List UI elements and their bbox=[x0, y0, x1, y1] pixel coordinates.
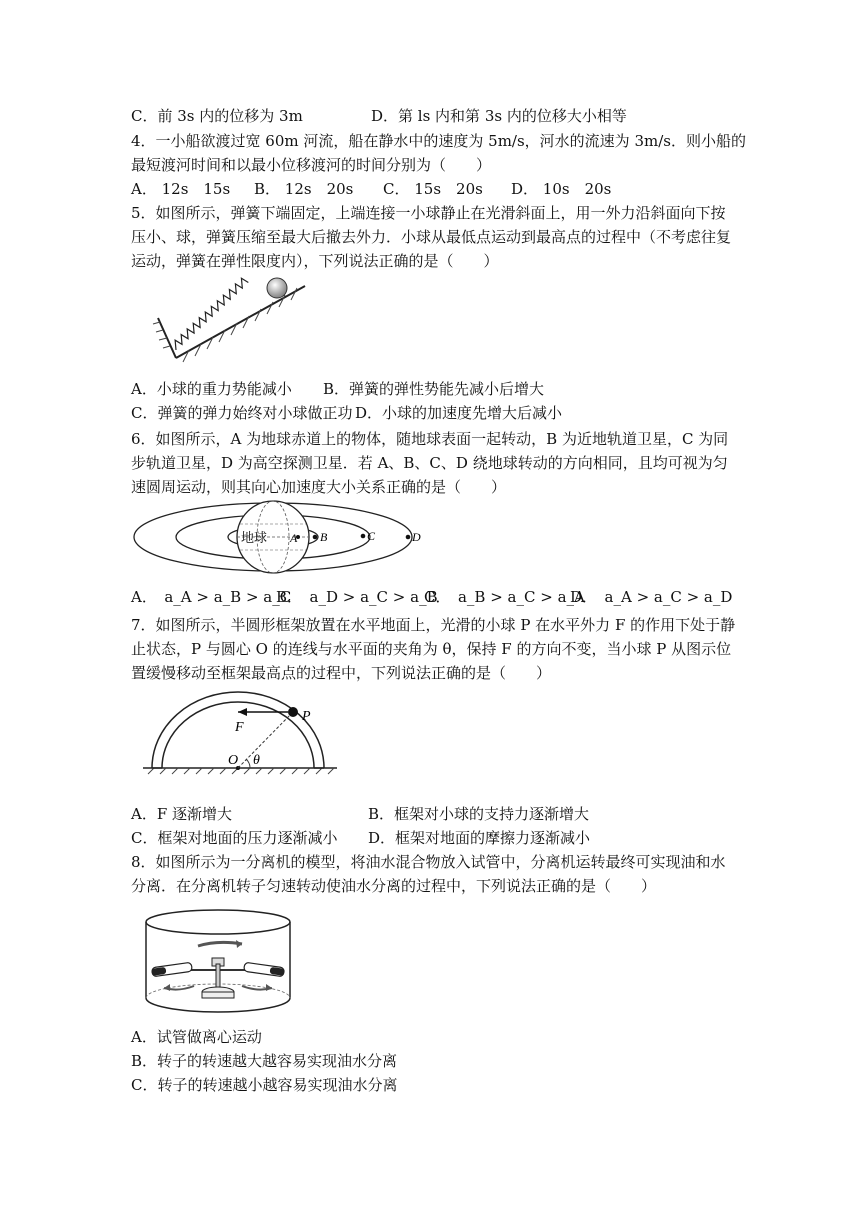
q4-option-b: B． 12s 20s bbox=[254, 180, 354, 198]
q6-earth-label: 地球 bbox=[241, 530, 268, 545]
q5-option-d: D．小球的加速度先增大后减小 bbox=[355, 404, 563, 422]
q6-label-d: D bbox=[412, 530, 421, 544]
q6-option-c: C． a_B > a_C > a_A bbox=[424, 588, 585, 606]
q8-stem-line-2: 分离．在分离机转子匀速转动使油水分离的过程中，下列说法正确的是（ ） bbox=[131, 877, 657, 895]
q5-spring-incline-figure bbox=[143, 276, 313, 366]
q7-label-theta: θ bbox=[253, 753, 260, 768]
q6-option-a: A． a_A > a_B > a_C bbox=[131, 588, 292, 606]
q6-stem-line-2: 步轨道卫星，D 为高空探测卫星．若 A、B、C、D 绕地球转动的方向相同，且均可视为匀 bbox=[131, 454, 728, 472]
q6-label-c: C bbox=[367, 529, 376, 543]
q4-stem-line-1: 4．一小船欲渡过宽 60m 河流，船在静水中的速度为 5m/s，河水的流速为 3m/s．则小船的 bbox=[131, 132, 746, 150]
q7-option-d: D．框架对地面的摩擦力逐渐减小 bbox=[368, 829, 591, 847]
q7-option-a: A．F 逐渐增大 bbox=[131, 805, 233, 823]
q5-stem-line-2: 压小、球，弹簧压缩至最大后撤去外力．小球从最低点运动到最高点的过程中（不考虑往复 bbox=[131, 228, 732, 246]
q6-stem-line-1: 6．如图所示，A 为地球赤道上的物体，随地球表面一起转动，B 为近地轨道卫星，C 为同 bbox=[131, 430, 729, 448]
q4-option-c: C． 15s 20s bbox=[383, 180, 483, 198]
q5-option-a: A．小球的重力势能减小 bbox=[131, 380, 292, 398]
q4-stem-line-2: 最短渡河时间和以最小位移渡河的时间分别为（ ） bbox=[131, 156, 492, 174]
q7-stem-line-2: 止状态，P 与圆心 O 的连线与水平面的夹角为 θ，保持 F 的方向不变，当小球 P 从图示位 bbox=[131, 640, 732, 658]
q5-stem-line-1: 5．如图所示，弹簧下端固定，上端连接一小球静止在光滑斜面上，用一外力沿斜面向下按 bbox=[131, 204, 726, 222]
q6-option-d: D． a_A > a_C > a_D bbox=[570, 588, 733, 606]
q7-semicircle-frame-figure bbox=[140, 686, 340, 781]
q7-label-f: F bbox=[235, 720, 244, 735]
q6-orbit-figure bbox=[130, 500, 430, 580]
q7-option-c: C．框架对地面的压力逐渐减小 bbox=[131, 829, 338, 847]
q5-stem-line-3: 运动，弹簧在弹性限度内），下列说法正确的是（ ） bbox=[131, 252, 499, 270]
q7-label-o: O bbox=[228, 753, 239, 768]
q5-option-b: B．弹簧的弹性势能先减小后增大 bbox=[323, 380, 545, 398]
q7-option-b: B．框架对小球的支持力逐渐增大 bbox=[368, 805, 590, 823]
q6-option-b: B． a_D > a_C > a_B bbox=[276, 588, 438, 606]
q7-stem-line-3: 置缓慢移动至框架最高点的过程中，下列说法正确的是（ ） bbox=[131, 664, 552, 682]
q7-stem-line-1: 7．如图所示，半圆形框架放置在水平地面上，光滑的小球 P 在水平外力 F 的作用下处于静 bbox=[131, 616, 736, 634]
q6-stem-line-3: 速圆周运动，则其向心加速度大小关系正确的是（ ） bbox=[131, 478, 507, 496]
q3-option-d: D．第 ls 内和第 3s 内的位移大小相等 bbox=[371, 107, 627, 125]
q4-option-a: A． 12s 15s bbox=[131, 180, 231, 198]
q6-label-b: B bbox=[320, 530, 328, 544]
q8-option-c: C．转子的转速越小越容易实现油水分离 bbox=[131, 1076, 398, 1094]
q8-centrifuge-figure bbox=[138, 906, 298, 1018]
q8-option-a: A．试管做离心运动 bbox=[131, 1028, 262, 1046]
q5-option-c: C．弹簧的弹力始终对小球做正功 bbox=[131, 404, 353, 422]
q8-stem-line-1: 8．如图所示为一分离机的模型，将油水混合物放入试管中，分离机运转最终可实现油和水 bbox=[131, 853, 726, 871]
q8-option-b: B．转子的转速越大越容易实现油水分离 bbox=[131, 1052, 398, 1070]
q6-label-a: A bbox=[290, 531, 298, 545]
q7-label-p: P bbox=[302, 709, 311, 724]
q4-option-d: D． 10s 20s bbox=[511, 180, 612, 198]
q3-option-c: C．前 3s 内的位移为 3m bbox=[131, 107, 303, 125]
